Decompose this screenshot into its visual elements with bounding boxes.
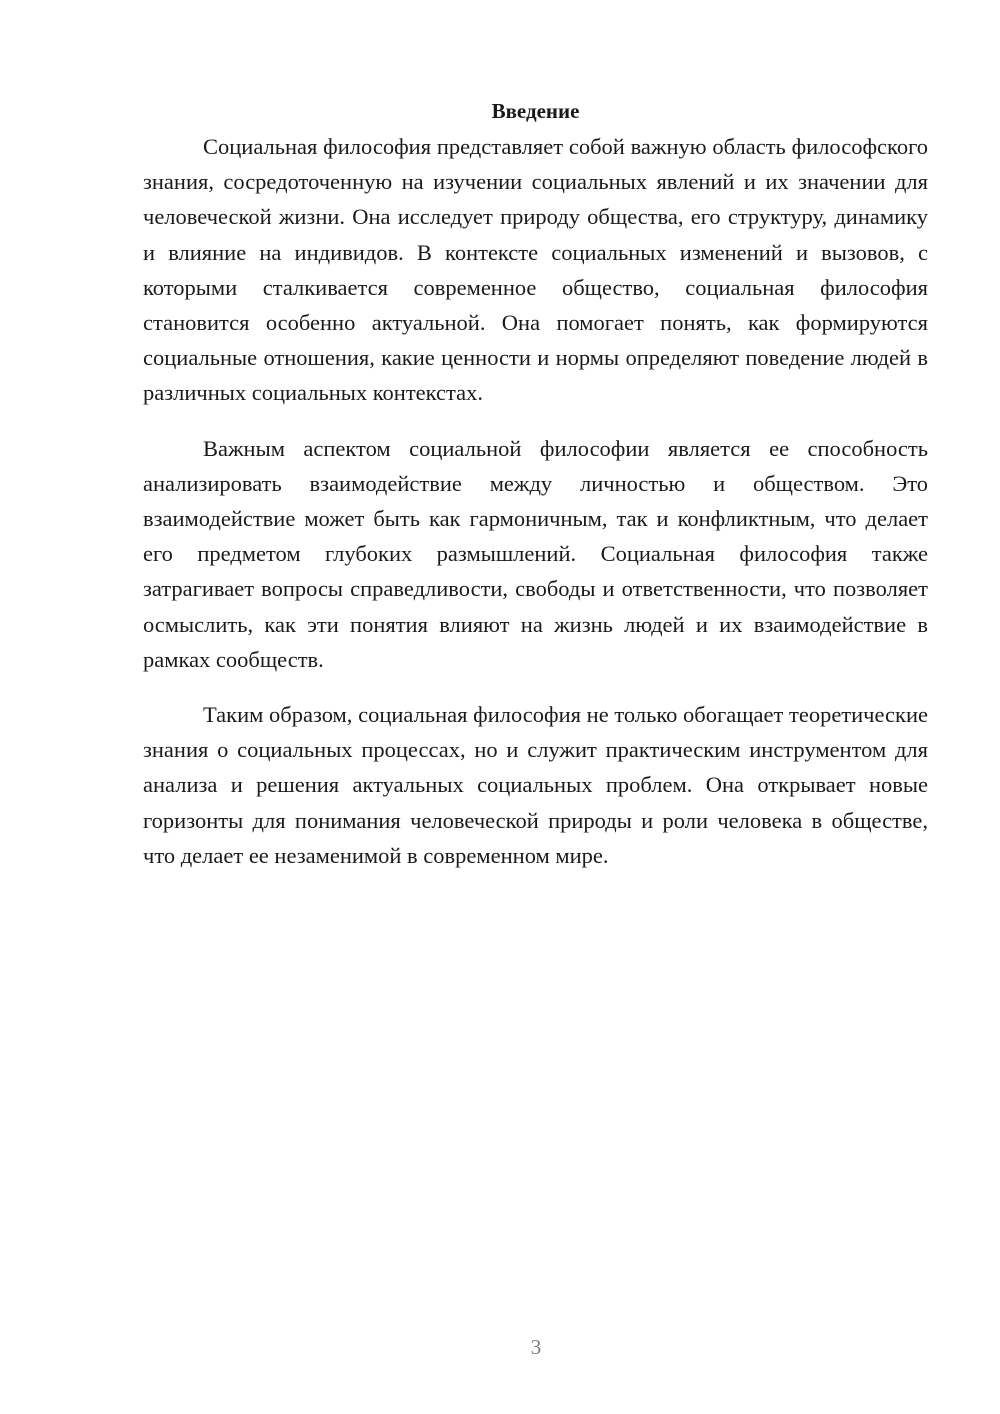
page-number: 3 — [530, 1335, 542, 1359]
page-body — [143, 93, 928, 893]
paragraph-1: Социальная философия представляет собой важную область философского знания, сосредоточенную на изучении социальных явлений и их значении для человеческой жизни. Она исследует природу общества, его структуру, динамику и влияние на индивидов. В контексте социальных изменений и вызовов, с которыми сталкивается современное общество, социальная философия становится особенно актуальной. Она помогает понять, как формируются социальные отношения, какие ценности и нормы определяют поведение людей в различных социальных контекстах. — [143, 134, 928, 406]
section-heading: Введение — [491, 99, 580, 123]
paragraph-3: Таким образом, социальная философия не только обогащает теоретические знания о социальных процессах, но и служит практическим инструментом для анализа и решения актуальных социальных проблем. Она открывает новые горизонты для понимания человеческой природы и роли человека в обществе, что делает ее незаменимой в современном мире. — [143, 702, 928, 868]
paragraph-2: Важным аспектом социальной философии является ее способность анализировать взаимодействие между личностью и обществом. Это взаимодействие может быть как гармоничным, так и конфликтным, что делает его предметом глубоких размышлений. Социальная философия также затрагивает вопросы справедливости, свободы и ответственности, что позволяет осмыслить, как эти понятия влияют на жизнь людей и их взаимодействие в рамках сообществ. — [143, 435, 928, 672]
